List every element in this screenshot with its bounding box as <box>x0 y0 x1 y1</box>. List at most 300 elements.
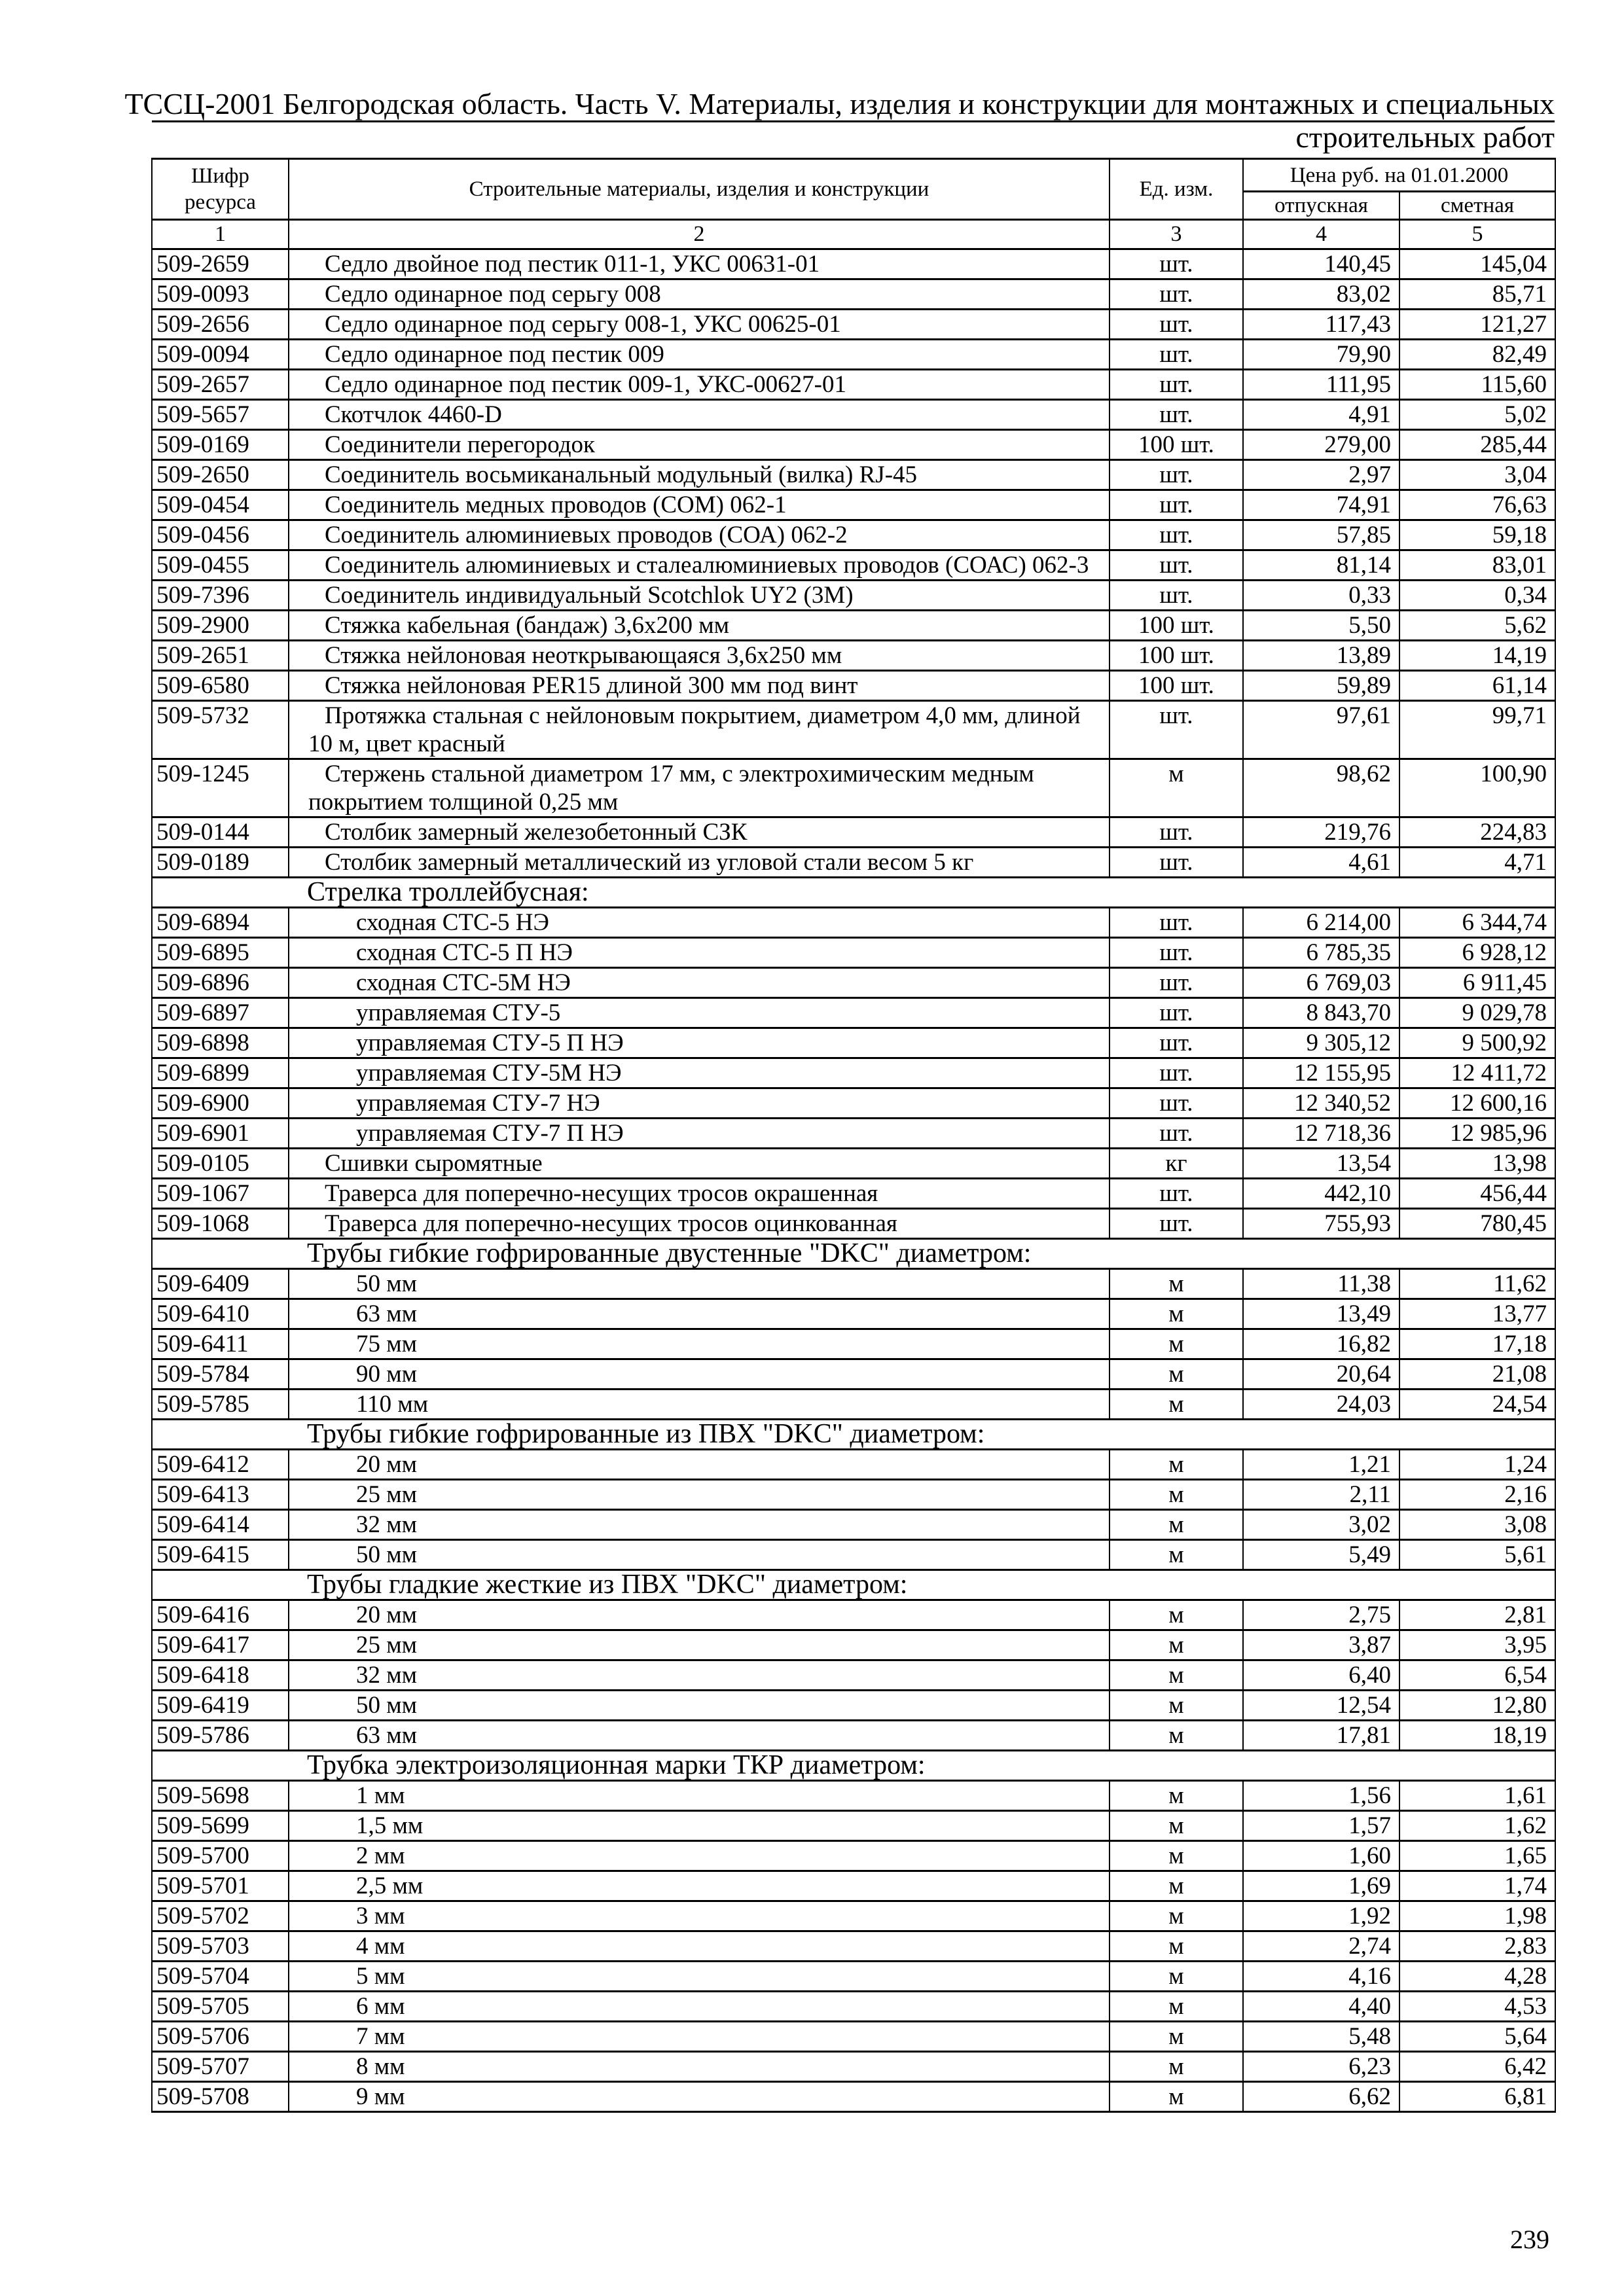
table-row <box>152 1781 1555 1811</box>
price-estimate: 4,28 <box>1399 1962 1555 1992</box>
price-estimate: 99,71 <box>1399 701 1555 759</box>
unit: м <box>1110 1269 1243 1299</box>
price-estimate: 82,49 <box>1399 340 1555 370</box>
resource-code: 509-2657 <box>152 370 289 400</box>
resource-code: 509-6419 <box>152 1691 289 1721</box>
unit: шт. <box>1110 340 1243 370</box>
material-name-cell <box>289 968 1110 998</box>
table-row <box>152 550 1555 581</box>
table-row <box>152 1209 1555 1239</box>
resource-code: 509-1068 <box>152 1209 289 1239</box>
resource-code: 509-5705 <box>152 1992 289 2022</box>
material-name-cell <box>289 460 1110 490</box>
material-name-cell <box>289 1450 1110 1480</box>
unit: шт. <box>1110 701 1243 759</box>
price-release: 97,61 <box>1243 701 1399 759</box>
unit: кг <box>1110 1149 1243 1179</box>
unit: шт. <box>1110 400 1243 430</box>
unit: шт. <box>1110 1209 1243 1239</box>
price-estimate: 145,04 <box>1399 249 1555 279</box>
price-release: 13,49 <box>1243 1299 1399 1329</box>
material-name: 25 мм <box>356 1481 418 1508</box>
price-estimate: 76,63 <box>1399 490 1555 520</box>
material-name: Стяжка нейлоновая неоткрывающаяся 3,6х250 мм <box>325 642 842 669</box>
table-row <box>152 1119 1555 1149</box>
price-estimate: 61,14 <box>1399 671 1555 701</box>
material-name-cell <box>289 1299 1110 1329</box>
price-release: 6 214,00 <box>1243 908 1399 938</box>
material-name-cell <box>289 1269 1110 1299</box>
price-release: 117,43 <box>1243 310 1399 340</box>
material-name-cell <box>289 1931 1110 1962</box>
price-release: 2,74 <box>1243 1931 1399 1962</box>
price-table <box>151 158 1556 2113</box>
price-release: 24,03 <box>1243 1390 1399 1420</box>
unit: м <box>1110 1630 1243 1660</box>
material-name: Соединитель алюминиевых проводов (СОА) 062-2 <box>325 522 848 548</box>
resource-code: 509-0093 <box>152 279 289 310</box>
unit: м <box>1110 759 1243 817</box>
header-name: Строительные материалы, изделия и конструкции <box>289 159 1110 220</box>
material-name: управляемая СТУ-5 <box>356 999 561 1026</box>
resource-code: 509-2900 <box>152 611 289 641</box>
price-release: 219,76 <box>1243 817 1399 848</box>
material-name: Столбик замерный железобетонный СЗК <box>325 819 748 846</box>
price-release: 5,49 <box>1243 1540 1399 1570</box>
price-release: 6,23 <box>1243 2052 1399 2082</box>
material-name-cell <box>289 1119 1110 1149</box>
material-name: 6 мм <box>356 1993 405 2020</box>
table-row <box>152 1540 1555 1570</box>
material-name-cell <box>289 671 1110 701</box>
section-heading-row <box>152 1239 1555 1269</box>
material-name-cell <box>289 1149 1110 1179</box>
material-name-cell <box>289 1390 1110 1420</box>
table-row <box>152 938 1555 968</box>
unit: шт. <box>1110 908 1243 938</box>
material-name-cell <box>289 249 1110 279</box>
material-name-cell <box>289 817 1110 848</box>
material-name: Соединитель восьмиканальный модульный (вилка) RJ-45 <box>325 461 918 488</box>
resource-code: 509-2651 <box>152 641 289 671</box>
unit: шт. <box>1110 520 1243 550</box>
price-estimate: 6,42 <box>1399 2052 1555 2082</box>
material-name: управляемая СТУ-7 П НЭ <box>356 1120 624 1147</box>
unit: м <box>1110 1931 1243 1962</box>
resource-code: 509-5657 <box>152 400 289 430</box>
price-estimate: 5,64 <box>1399 2022 1555 2052</box>
table-row <box>152 430 1555 460</box>
resource-code: 509-6897 <box>152 998 289 1028</box>
table-row <box>152 1088 1555 1119</box>
price-estimate: 3,08 <box>1399 1510 1555 1540</box>
table-row <box>152 2052 1555 2082</box>
unit: 100 шт. <box>1110 430 1243 460</box>
section-heading: Трубы гладкие жесткие из ПВХ "DKC" диаметром: <box>152 1570 1555 1600</box>
price-estimate: 85,71 <box>1399 279 1555 310</box>
material-name: Сшивки сыромятные <box>325 1150 543 1177</box>
material-name-cell <box>289 1811 1110 1841</box>
price-release: 83,02 <box>1243 279 1399 310</box>
section-heading-row <box>152 878 1555 908</box>
table-row <box>152 1058 1555 1088</box>
resource-code: 509-5707 <box>152 2052 289 2082</box>
material-name-cell <box>289 1510 1110 1540</box>
material-name-cell <box>289 1781 1110 1811</box>
price-estimate: 780,45 <box>1399 1209 1555 1239</box>
table-row <box>152 370 1555 400</box>
price-estimate: 12 600,16 <box>1399 1088 1555 1119</box>
price-release: 1,57 <box>1243 1811 1399 1841</box>
unit: шт. <box>1110 310 1243 340</box>
material-name-cell <box>289 938 1110 968</box>
material-name-cell <box>289 2082 1110 2112</box>
table-row <box>152 1962 1555 1992</box>
material-name: управляемая СТУ-7 НЭ <box>356 1090 600 1117</box>
material-name: управляемая СТУ-5 П НЭ <box>356 1030 624 1056</box>
unit: м <box>1110 1781 1243 1811</box>
material-name-cell <box>289 1962 1110 1992</box>
unit: шт. <box>1110 550 1243 581</box>
resource-code: 509-6412 <box>152 1450 289 1480</box>
section-heading: Стрелка троллейбусная: <box>152 878 1555 908</box>
material-name: 1 мм <box>356 1782 405 1809</box>
resource-code: 509-5702 <box>152 1901 289 1931</box>
resource-code: 509-1245 <box>152 759 289 817</box>
price-estimate: 13,77 <box>1399 1299 1555 1329</box>
resource-code: 509-5703 <box>152 1931 289 1962</box>
price-estimate: 5,61 <box>1399 1540 1555 1570</box>
material-name-cell <box>289 2022 1110 2052</box>
material-name: 90 мм <box>356 1361 418 1388</box>
resource-code: 509-5701 <box>152 1871 289 1901</box>
unit: шт. <box>1110 848 1243 878</box>
material-name: Седло одинарное под пестик 009-1, УКС-00627-01 <box>325 371 846 398</box>
header-price-release: отпускная <box>1243 192 1399 220</box>
material-name-cell <box>289 2052 1110 2082</box>
unit: м <box>1110 1811 1243 1841</box>
price-release: 6 769,03 <box>1243 968 1399 998</box>
section-heading-row <box>152 1420 1555 1450</box>
resource-code: 509-6894 <box>152 908 289 938</box>
table-row <box>152 460 1555 490</box>
unit: м <box>1110 1480 1243 1510</box>
price-estimate: 6 928,12 <box>1399 938 1555 968</box>
running-header-subtitle: строительных работ <box>1295 120 1555 154</box>
resource-code: 509-0094 <box>152 340 289 370</box>
material-name-cell <box>289 520 1110 550</box>
price-estimate: 18,19 <box>1399 1721 1555 1751</box>
price-estimate: 83,01 <box>1399 550 1555 581</box>
price-estimate: 1,98 <box>1399 1901 1555 1931</box>
header-code: Шифр ресурса <box>152 159 289 220</box>
material-name: 50 мм <box>356 1541 418 1568</box>
unit: 100 шт. <box>1110 671 1243 701</box>
price-release: 1,92 <box>1243 1901 1399 1931</box>
unit: м <box>1110 2082 1243 2112</box>
price-estimate: 14,19 <box>1399 641 1555 671</box>
unit: м <box>1110 1299 1243 1329</box>
material-name-cell <box>289 1630 1110 1660</box>
material-name-cell <box>289 1540 1110 1570</box>
table-row <box>152 1630 1555 1660</box>
table-row <box>152 279 1555 310</box>
price-release: 4,16 <box>1243 1962 1399 1992</box>
table-row <box>152 908 1555 938</box>
table-row <box>152 1269 1555 1299</box>
material-name-cell <box>289 701 1110 759</box>
table-row <box>152 1721 1555 1751</box>
unit: шт. <box>1110 370 1243 400</box>
column-number: 4 <box>1243 220 1399 249</box>
resource-code: 509-6901 <box>152 1119 289 1149</box>
price-release: 1,69 <box>1243 1871 1399 1901</box>
price-release: 755,93 <box>1243 1209 1399 1239</box>
table-row <box>152 1329 1555 1359</box>
material-name: Седло одинарное под пестик 009 <box>325 341 664 368</box>
price-estimate: 59,18 <box>1399 520 1555 550</box>
material-name-cell <box>289 1660 1110 1691</box>
material-name: Стержень стальной диаметром 17 мм, с электрохимическим медным покрытием толщиной 0,25 мм <box>308 761 1034 816</box>
resource-code: 509-0105 <box>152 1149 289 1179</box>
table-row <box>152 1179 1555 1209</box>
price-estimate: 4,53 <box>1399 1992 1555 2022</box>
price-release: 98,62 <box>1243 759 1399 817</box>
price-release: 13,89 <box>1243 641 1399 671</box>
price-estimate: 6,81 <box>1399 2082 1555 2112</box>
resource-code: 509-6410 <box>152 1299 289 1329</box>
price-release: 6,62 <box>1243 2082 1399 2112</box>
unit: шт. <box>1110 1119 1243 1149</box>
resource-code: 509-6899 <box>152 1058 289 1088</box>
material-name-cell <box>289 1058 1110 1088</box>
resource-code: 509-5732 <box>152 701 289 759</box>
material-name: 4 мм <box>356 1933 405 1960</box>
table-row <box>152 671 1555 701</box>
unit: шт. <box>1110 998 1243 1028</box>
material-name: сходная СТС-5 НЭ <box>356 909 549 936</box>
price-release: 3,02 <box>1243 1510 1399 1540</box>
material-name-cell <box>289 1992 1110 2022</box>
table-row <box>152 611 1555 641</box>
price-estimate: 456,44 <box>1399 1179 1555 1209</box>
material-name-cell <box>289 1691 1110 1721</box>
running-header-title: ТССЦ-2001 Белгородская область. Часть V. Материалы, изделия и конструкции для монтажных и специальных <box>124 87 1555 120</box>
price-release: 1,56 <box>1243 1781 1399 1811</box>
section-heading: Трубы гибкие гофрированные двустенные "DKC" диаметром: <box>152 1239 1555 1269</box>
material-name-cell <box>289 490 1110 520</box>
material-name: 2,5 мм <box>356 1873 424 1899</box>
price-estimate: 2,16 <box>1399 1480 1555 1510</box>
material-name: 20 мм <box>356 1451 418 1478</box>
material-name-cell <box>289 370 1110 400</box>
table-row <box>152 520 1555 550</box>
price-release: 3,87 <box>1243 1630 1399 1660</box>
price-estimate: 1,61 <box>1399 1781 1555 1811</box>
table-row <box>152 2082 1555 2112</box>
section-heading-row <box>152 1751 1555 1781</box>
material-name: Протяжка стальная с нейлоновым покрытием, диаметром 4,0 мм, длиной 10 м, цвет красный <box>308 702 1081 757</box>
material-name-cell <box>289 1179 1110 1209</box>
material-name-cell <box>289 998 1110 1028</box>
material-name-cell <box>289 1480 1110 1510</box>
unit: м <box>1110 1329 1243 1359</box>
price-release: 12 718,36 <box>1243 1119 1399 1149</box>
price-release: 1,60 <box>1243 1841 1399 1871</box>
price-release: 79,90 <box>1243 340 1399 370</box>
price-release: 4,61 <box>1243 848 1399 878</box>
section-heading: Трубка электроизоляционная марки ТКР диаметром: <box>152 1751 1555 1781</box>
unit: м <box>1110 1841 1243 1871</box>
price-release: 17,81 <box>1243 1721 1399 1751</box>
material-name: 9 мм <box>356 2083 405 2110</box>
resource-code: 509-6415 <box>152 1540 289 1570</box>
unit: м <box>1110 1660 1243 1691</box>
table-row <box>152 1841 1555 1871</box>
material-name: сходная СТС-5 П НЭ <box>356 939 573 966</box>
material-name-cell <box>289 1871 1110 1901</box>
table-row <box>152 1299 1555 1329</box>
price-release: 12 340,52 <box>1243 1088 1399 1119</box>
unit: м <box>1110 2022 1243 2052</box>
unit: шт. <box>1110 1058 1243 1088</box>
material-name-cell <box>289 581 1110 611</box>
resource-code: 509-5786 <box>152 1721 289 1751</box>
material-name: 1,5 мм <box>356 1812 424 1839</box>
table-row <box>152 310 1555 340</box>
material-name-cell <box>289 279 1110 310</box>
price-estimate: 100,90 <box>1399 759 1555 817</box>
table-row <box>152 1600 1555 1630</box>
material-name-cell <box>289 908 1110 938</box>
material-name-cell <box>289 1209 1110 1239</box>
price-release: 11,38 <box>1243 1269 1399 1299</box>
table-row <box>152 759 1555 817</box>
table-row <box>152 2022 1555 2052</box>
table-row <box>152 701 1555 759</box>
resource-code: 509-6417 <box>152 1630 289 1660</box>
unit: 100 шт. <box>1110 641 1243 671</box>
material-name: 75 мм <box>356 1331 418 1357</box>
resource-code: 509-2650 <box>152 460 289 490</box>
resource-code: 509-6413 <box>152 1480 289 1510</box>
price-estimate: 2,83 <box>1399 1931 1555 1962</box>
unit: шт. <box>1110 1179 1243 1209</box>
table-row <box>152 581 1555 611</box>
header-price-estimate: сметная <box>1399 192 1555 220</box>
price-estimate: 121,27 <box>1399 310 1555 340</box>
price-estimate: 9 029,78 <box>1399 998 1555 1028</box>
price-release: 4,91 <box>1243 400 1399 430</box>
unit: м <box>1110 2052 1243 2082</box>
unit: шт. <box>1110 968 1243 998</box>
table-row <box>152 848 1555 878</box>
resource-code: 509-5708 <box>152 2082 289 2112</box>
material-name-cell <box>289 430 1110 460</box>
price-release: 12,54 <box>1243 1691 1399 1721</box>
table-row <box>152 1149 1555 1179</box>
material-name-cell <box>289 1721 1110 1751</box>
material-name: 8 мм <box>356 2053 405 2080</box>
price-estimate: 0,34 <box>1399 581 1555 611</box>
price-release: 0,33 <box>1243 581 1399 611</box>
material-name: 32 мм <box>356 1511 418 1538</box>
material-name: Траверса для поперечно-несущих тросов оцинкованная <box>325 1210 897 1237</box>
column-number: 2 <box>289 220 1110 249</box>
material-name: управляемая СТУ-5М НЭ <box>356 1060 622 1086</box>
resource-code: 509-6411 <box>152 1329 289 1359</box>
resource-code: 509-0454 <box>152 490 289 520</box>
resource-code: 509-5698 <box>152 1781 289 1811</box>
resource-code: 509-6896 <box>152 968 289 998</box>
price-release: 59,89 <box>1243 671 1399 701</box>
table-row <box>152 817 1555 848</box>
material-name: 63 мм <box>356 1722 418 1749</box>
material-name: 25 мм <box>356 1632 418 1659</box>
resource-code: 509-0144 <box>152 817 289 848</box>
unit: м <box>1110 1540 1243 1570</box>
price-estimate: 1,24 <box>1399 1450 1555 1480</box>
price-estimate: 3,95 <box>1399 1630 1555 1660</box>
material-name: 110 мм <box>356 1391 429 1418</box>
price-release: 2,11 <box>1243 1480 1399 1510</box>
resource-code: 509-7396 <box>152 581 289 611</box>
price-release: 1,21 <box>1243 1450 1399 1480</box>
material-name: Соединитель медных проводов (СОМ) 062-1 <box>325 492 787 518</box>
material-name: Траверса для поперечно-несущих тросов окрашенная <box>325 1180 878 1207</box>
unit: м <box>1110 1691 1243 1721</box>
unit: шт. <box>1110 1028 1243 1058</box>
price-estimate: 3,04 <box>1399 460 1555 490</box>
material-name-cell <box>289 340 1110 370</box>
price-estimate: 24,54 <box>1399 1390 1555 1420</box>
price-release: 13,54 <box>1243 1149 1399 1179</box>
table-row <box>152 1931 1555 1962</box>
material-name: Скотчлок 4460-D <box>325 401 502 428</box>
resource-code: 509-6414 <box>152 1510 289 1540</box>
header-unit: Ед. изм. <box>1110 159 1243 220</box>
price-estimate: 115,60 <box>1399 370 1555 400</box>
material-name-cell <box>289 1329 1110 1359</box>
unit: м <box>1110 1390 1243 1420</box>
price-release: 12 155,95 <box>1243 1058 1399 1088</box>
table-row <box>152 1901 1555 1931</box>
price-estimate: 4,71 <box>1399 848 1555 878</box>
material-name-cell <box>289 550 1110 581</box>
table-body <box>152 249 1555 2112</box>
price-release: 8 843,70 <box>1243 998 1399 1028</box>
resource-code: 509-0456 <box>152 520 289 550</box>
unit: м <box>1110 1721 1243 1751</box>
resource-code: 509-2656 <box>152 310 289 340</box>
price-estimate: 21,08 <box>1399 1359 1555 1390</box>
resource-code: 509-5699 <box>152 1811 289 1841</box>
table-row <box>152 1871 1555 1901</box>
table-row <box>152 1359 1555 1390</box>
resource-code: 509-0455 <box>152 550 289 581</box>
price-release: 442,10 <box>1243 1179 1399 1209</box>
price-estimate: 1,65 <box>1399 1841 1555 1871</box>
material-name: 5 мм <box>356 1963 405 1990</box>
price-estimate: 1,62 <box>1399 1811 1555 1841</box>
price-release: 140,45 <box>1243 249 1399 279</box>
price-estimate: 6 911,45 <box>1399 968 1555 998</box>
column-number: 1 <box>152 220 289 249</box>
unit: шт. <box>1110 817 1243 848</box>
resource-code: 509-5785 <box>152 1390 289 1420</box>
price-release: 57,85 <box>1243 520 1399 550</box>
unit: м <box>1110 1901 1243 1931</box>
